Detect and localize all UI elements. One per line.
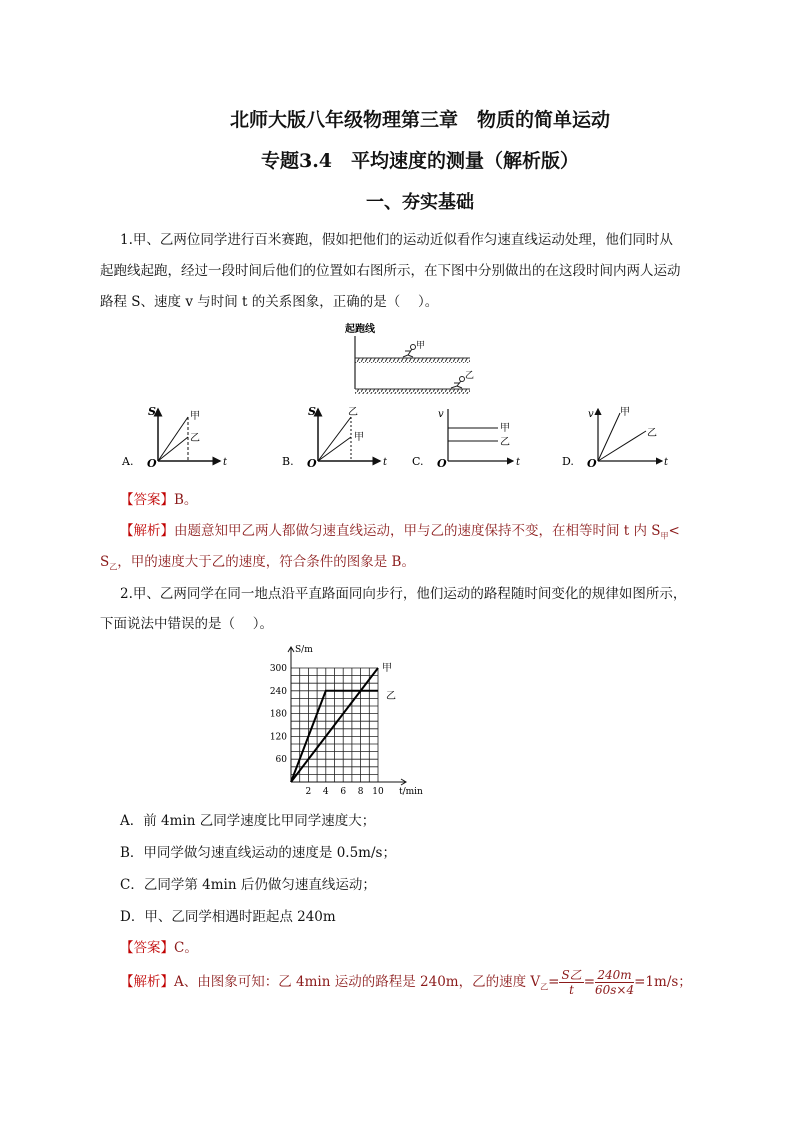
numerator: S乙 — [561, 968, 582, 982]
origin-label: O — [437, 457, 447, 470]
x-tick-label: 4 — [322, 787, 329, 797]
q2-option-d: D．甲、乙同学相遇时距起点 240m — [120, 909, 336, 925]
x-tick-label: 10 — [372, 787, 384, 797]
option-label: B. — [282, 455, 294, 468]
series-label: 乙 — [348, 407, 358, 418]
y-axis-label: S/m — [295, 645, 313, 655]
y-tick-label: 180 — [269, 709, 287, 720]
x-tick-label: 2 — [305, 787, 312, 797]
q2-line: 2.甲、乙两同学在同一地点沿平直路面同向步行，他们运动的路程随时间变化的规律如图所示， — [120, 586, 687, 602]
origin-label: O — [147, 457, 157, 470]
analysis-text: ，甲的速度大于乙的速度，符合条件的图象是 B。 — [117, 554, 415, 570]
axis-label: t — [664, 457, 669, 468]
option-label: A. — [122, 455, 134, 468]
distance-time-chart — [255, 640, 435, 800]
subscript: 乙 — [540, 982, 549, 992]
q1-answer — [120, 488, 197, 508]
analysis-text: =1m/s； — [634, 974, 692, 990]
runner-a-label: 甲 — [416, 341, 426, 351]
q1-analysis-cont — [100, 550, 415, 573]
y-tick-label: 300 — [269, 664, 287, 674]
origin-label: O — [587, 457, 597, 470]
q2-option-c: C．乙同学第 4min 后仍做匀速直线运动； — [120, 877, 376, 893]
numerator: 240m — [595, 968, 634, 983]
q2-option-b: B．甲同学做匀速直线运动的速度是 0.5m/s； — [120, 845, 396, 861]
axis-label: t — [516, 457, 521, 468]
runner-b-label: 乙 — [465, 371, 475, 381]
axis-label: t — [223, 457, 228, 468]
q2-analysis — [120, 968, 692, 997]
q2-option-a: A．前 4min 乙同学速度比甲同学速度大； — [120, 813, 376, 829]
series-label: 乙 — [647, 428, 657, 439]
series-label: 乙 — [500, 437, 510, 448]
x-axis-label: t/min — [399, 787, 423, 797]
fraction — [559, 968, 583, 997]
subscript: 乙 — [109, 562, 118, 572]
origin-label: O — [307, 457, 317, 470]
denominator: 60s×4 — [595, 983, 635, 997]
answer-tag: 【答案】 — [120, 940, 174, 956]
runner-icon — [403, 345, 416, 358]
axis-label: S — [308, 405, 316, 418]
series-label: 乙 — [386, 690, 396, 702]
q2-answer — [120, 936, 198, 956]
x-tick-label: 6 — [340, 787, 347, 797]
option-label: D. — [562, 455, 574, 468]
analysis-text: A、由图象可知：乙 4min 运动的路程是 240m，乙的速度 V — [174, 974, 541, 990]
axis-label: v — [438, 409, 444, 420]
doc-title: 北师大版八年级物理第三章 物质的简单运动 — [229, 109, 610, 131]
q1-line: 1.甲、乙两位同学进行百米赛跑，假如把他们的运动近似看作匀速直线运动处理，他们同时从 — [120, 232, 673, 248]
series-label: 甲 — [500, 423, 510, 434]
q1-line: 起跑线起跑，经过一段时间后他们的位置如右图所示，在下图中分别做出的在这段时间内两人运动 — [100, 263, 681, 279]
runner-icon — [451, 377, 465, 389]
answer-value: B。 — [174, 492, 198, 508]
fraction — [595, 968, 634, 997]
doc-subtitle: 专题3.4 平均速度的测量（解析版） — [260, 150, 580, 172]
analysis-text: 由题意知甲乙两人都做匀速直线运动，甲与乙的速度保持不变，在相等时间 t 内 S — [174, 523, 661, 539]
axis-label: S — [148, 405, 156, 418]
answer-tag: 【答案】 — [120, 492, 174, 508]
series-label: 乙 — [190, 433, 200, 444]
option-a-graph — [118, 403, 238, 475]
subscript: 甲 — [660, 531, 669, 541]
race-track-figure — [345, 322, 480, 397]
analysis-text: S — [100, 554, 110, 570]
y-tick-label: 60 — [275, 755, 287, 766]
series-label: 甲 — [190, 411, 200, 422]
series-label: 甲 — [354, 432, 364, 443]
denominator: t — [569, 983, 574, 997]
q1-analysis — [120, 519, 680, 542]
option-b-graph — [278, 403, 398, 475]
equals: = — [583, 974, 595, 990]
option-label: C. — [412, 455, 424, 468]
axis-label: t — [383, 457, 388, 468]
option-d-graph — [558, 403, 678, 475]
axis-label: v — [588, 409, 594, 420]
analysis-tag: 【解析】 — [120, 523, 174, 539]
y-tick-label: 240 — [269, 686, 287, 697]
equals: = — [548, 974, 560, 990]
start-line-label: 起跑线 — [345, 324, 375, 335]
answer-value: C。 — [174, 940, 198, 956]
series-label: 甲 — [620, 407, 630, 418]
y-tick-label: 120 — [269, 732, 287, 743]
x-tick-label: 8 — [357, 787, 364, 797]
q2-line: 下面说法中错误的是（ ）。 — [100, 616, 274, 632]
option-c-graph — [408, 403, 528, 475]
section-heading: 一、夯实基础 — [366, 192, 474, 213]
analysis-text: < — [668, 523, 680, 539]
series-label: 甲 — [382, 663, 392, 674]
analysis-tag: 【解析】 — [120, 974, 174, 990]
q1-line: 路程 S、速度 v 与时间 t 的关系图象，正确的是（ ）。 — [100, 294, 439, 310]
